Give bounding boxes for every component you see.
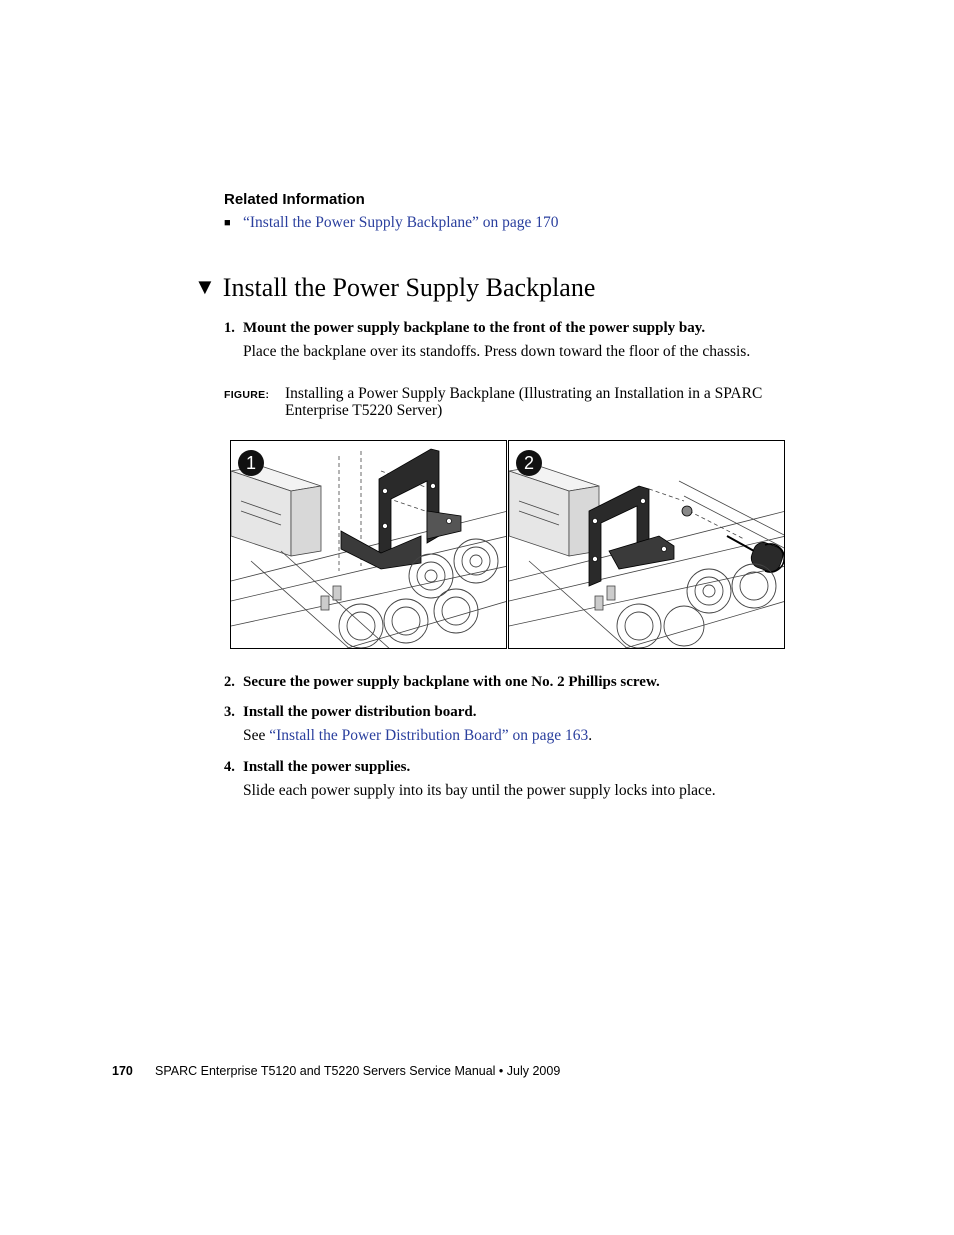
link-install-power-distribution-board[interactable]: “Install the Power Distribution Board” on page 163 <box>269 727 589 744</box>
step-body: Slide each power supply into its bay until the power supply locks into place. <box>243 782 716 799</box>
figure-illustration <box>230 440 786 649</box>
see-prefix: See <box>243 727 270 744</box>
section-title-text: Install the Power Supply Backplane <box>222 273 596 302</box>
step-number: 1. <box>224 320 235 336</box>
section-title <box>194 273 595 303</box>
step-body: Place the backplane over its standoffs. Press down toward the floor of the chassis. <box>243 343 751 360</box>
step-badge-1: 1 <box>238 450 264 476</box>
step-badge-2: 2 <box>516 450 542 476</box>
step-body <box>243 727 592 745</box>
figure-panel-1 <box>230 440 507 649</box>
step-number: 2. <box>224 674 235 690</box>
step-number: 4. <box>224 759 235 775</box>
footer-text: SPARC Enterprise T5120 and T5220 Servers Service Manual • July 2009 <box>155 1064 561 1078</box>
bullet-icon: ■ <box>224 217 231 229</box>
triangle-down-icon: ▼ <box>194 274 216 299</box>
step-number: 3. <box>224 704 235 720</box>
related-information-heading: Related Information <box>224 191 365 208</box>
figure-label: FIGURE: <box>224 389 270 401</box>
step-text: Mount the power supply backplane to the front of the power supply bay. <box>243 320 706 336</box>
related-link-install-backplane[interactable]: “Install the Power Supply Backplane” on page 170 <box>243 214 559 231</box>
page-number: 170 <box>112 1064 133 1078</box>
backplane-placement-drawing <box>231 441 507 649</box>
see-suffix: . <box>588 727 593 744</box>
step-text: Secure the power supply backplane with one No. 2 Phillips screw. <box>243 674 660 690</box>
figure-panel-2 <box>508 440 785 649</box>
figure-caption: Installing a Power Supply Backplane (Illustrating an Installation in a SPARC Enterprise T5220 Server) <box>285 385 763 419</box>
step-text: Install the power supplies. <box>243 759 411 775</box>
step-text: Install the power distribution board. <box>243 704 477 720</box>
screw-install-drawing <box>509 441 785 649</box>
